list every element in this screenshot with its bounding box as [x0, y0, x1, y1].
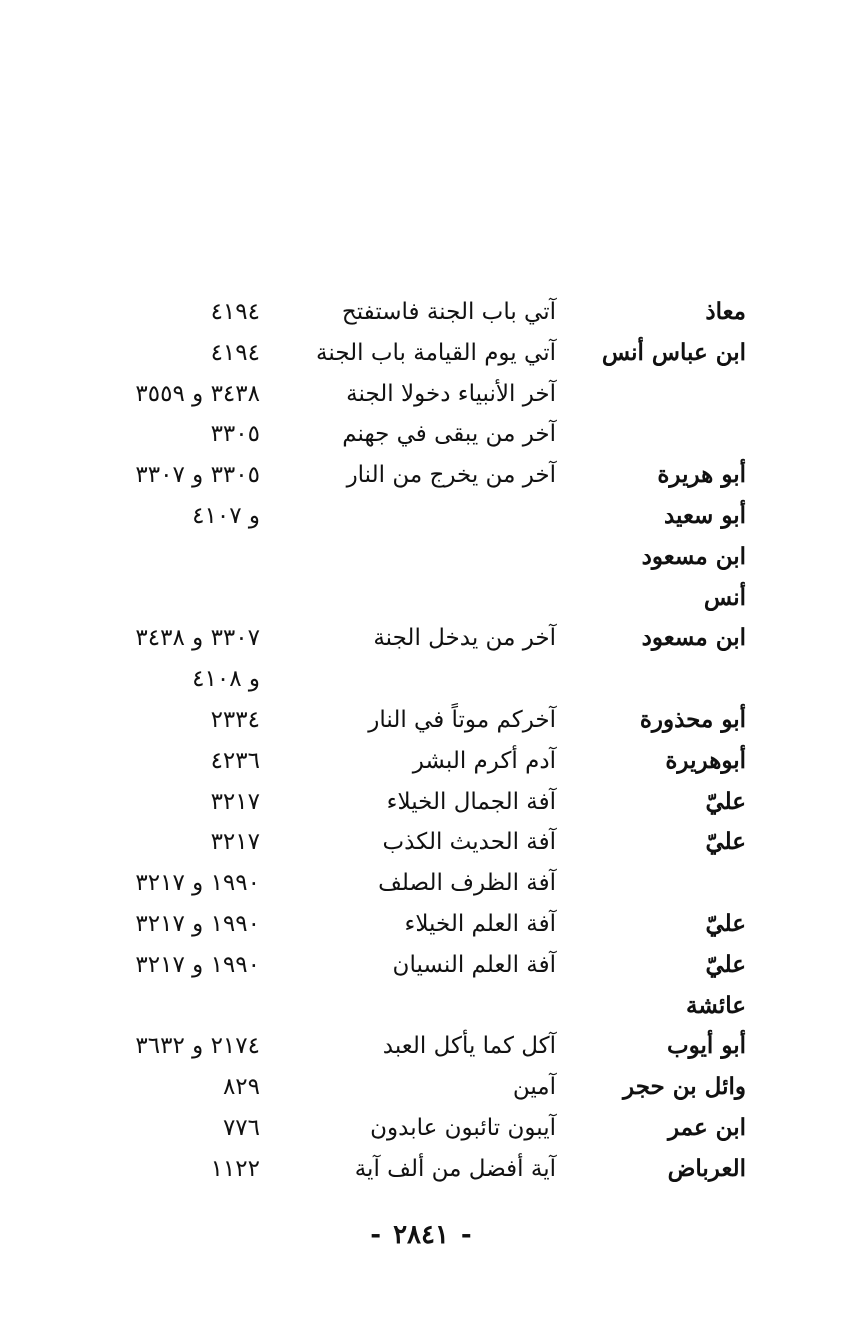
hadith-numbers: ٣٣٠٥ و ٣٣٠٧	[135, 462, 260, 489]
hadith-numbers: ٣٢١٧	[210, 829, 260, 856]
narrator-name: عليّ	[705, 828, 746, 856]
hadith-numbers: ٤٢٣٦	[210, 747, 260, 774]
hadith-numbers: ٨٢٩	[222, 1074, 260, 1101]
hadith-text: آمين	[512, 1074, 556, 1101]
hadith-text: آتي يوم القيامة باب الجنة	[316, 339, 556, 366]
index-row	[60, 863, 746, 904]
index-row	[60, 822, 746, 863]
hadith-numbers: ٣٤٣٨ و ٣٥٥٩	[135, 380, 260, 407]
hadith-text: آيبون تائبون عابدون	[370, 1114, 556, 1141]
hadith-index-table	[60, 292, 746, 1190]
index-row	[60, 741, 746, 782]
hadith-text: آفة الجمال الخيلاء	[386, 788, 556, 815]
hadith-numbers: ١٩٩٠ و ٣٢١٧	[135, 870, 260, 897]
index-row	[60, 986, 746, 1027]
index-row	[60, 1067, 746, 1108]
index-row	[60, 700, 746, 741]
narrator-name: وائل بن حجر	[623, 1073, 746, 1101]
hadith-numbers: و ٤١٠٨	[192, 666, 260, 693]
index-row	[60, 618, 746, 659]
hadith-text: آخر من يبقى في جهنم	[342, 421, 556, 448]
hadith-text: آخر من يخرج من النار	[346, 462, 556, 489]
hadith-numbers: ٣٣٠٥	[210, 421, 260, 448]
index-row	[60, 333, 746, 374]
narrator-name: ابن مسعود	[641, 624, 746, 652]
narrator-name: أبوهريرة	[665, 746, 746, 774]
hadith-numbers: ٣٣٠٧ و ٣٤٣٨	[135, 625, 260, 652]
hadith-numbers: ٢١٧٤ و ٣٦٣٢	[135, 1033, 260, 1060]
hadith-numbers: ١٩٩٠ و ٣٢١٧	[135, 910, 260, 937]
narrator-name: معاذ	[705, 298, 746, 325]
narrator-name: أبو هريرة	[657, 461, 746, 489]
hadith-text: آخر من يدخل الجنة	[373, 625, 556, 652]
hadith-numbers: ٧٧٦	[222, 1114, 260, 1141]
index-row	[60, 945, 746, 986]
index-row	[60, 537, 746, 578]
index-row	[60, 659, 746, 700]
page-number-value: ٢٨٤١	[393, 1220, 449, 1250]
hadith-numbers: ١٩٩٠ و ٣٢١٧	[135, 951, 260, 978]
hadith-numbers: و ٤١٠٧	[192, 502, 260, 529]
index-row	[60, 292, 746, 333]
hadith-text: آية أفضل من ألف آية	[354, 1155, 556, 1182]
index-row	[60, 782, 746, 823]
index-row	[60, 1026, 746, 1067]
hadith-text: آدم أكرم البشر	[412, 747, 556, 774]
hadith-text: آخركم موتاً في النار	[368, 706, 556, 733]
page-number-dash-right: -	[370, 1220, 382, 1250]
narrator-name: ابن مسعود	[641, 542, 746, 570]
narrator-name: أبو محذورة	[639, 705, 746, 733]
hadith-text: آفة الحديث الكذب	[382, 829, 556, 856]
hadith-numbers: ٤١٩٤	[210, 339, 260, 366]
hadith-text: آفة الظرف الصلف	[378, 870, 556, 897]
narrator-name: العرباض	[667, 1154, 746, 1182]
hadith-numbers: ٣٢١٧	[210, 788, 260, 815]
hadith-numbers: ١١٢٢	[210, 1155, 260, 1182]
hadith-text: آخر الأنبياء دخولا الجنة	[346, 380, 556, 407]
page-number-dash-left: -	[460, 1220, 472, 1250]
hadith-text: آتي باب الجنة فاستفتح	[341, 299, 556, 325]
index-row	[60, 1108, 746, 1149]
page-number	[0, 1220, 842, 1250]
narrator-name: أبو سعيد	[663, 501, 746, 529]
narrator-name: ابن عمر	[667, 1113, 746, 1141]
narrator-name: عليّ	[705, 909, 746, 937]
narrator-name: عائشة	[686, 991, 746, 1019]
hadith-numbers: ٤١٩٤	[210, 299, 260, 325]
index-row	[60, 1149, 746, 1190]
index-row	[60, 578, 746, 619]
hadith-text: آفة العلم النسيان	[392, 951, 556, 978]
narrator-name: أنس	[703, 583, 746, 611]
index-row	[60, 414, 746, 455]
index-row	[60, 904, 746, 945]
narrator-name: ابن عباس أنس	[601, 338, 746, 366]
narrator-name: أبو أيوب	[666, 1032, 746, 1060]
narrator-name: عليّ	[705, 787, 746, 815]
index-row	[60, 455, 746, 496]
narrator-name: عليّ	[705, 950, 746, 978]
hadith-numbers: ٢٣٣٤	[210, 706, 260, 733]
index-row	[60, 496, 746, 537]
hadith-text: آكل كما يأكل العبد	[382, 1033, 556, 1060]
hadith-text: آفة العلم الخيلاء	[404, 910, 556, 937]
index-row	[60, 374, 746, 415]
